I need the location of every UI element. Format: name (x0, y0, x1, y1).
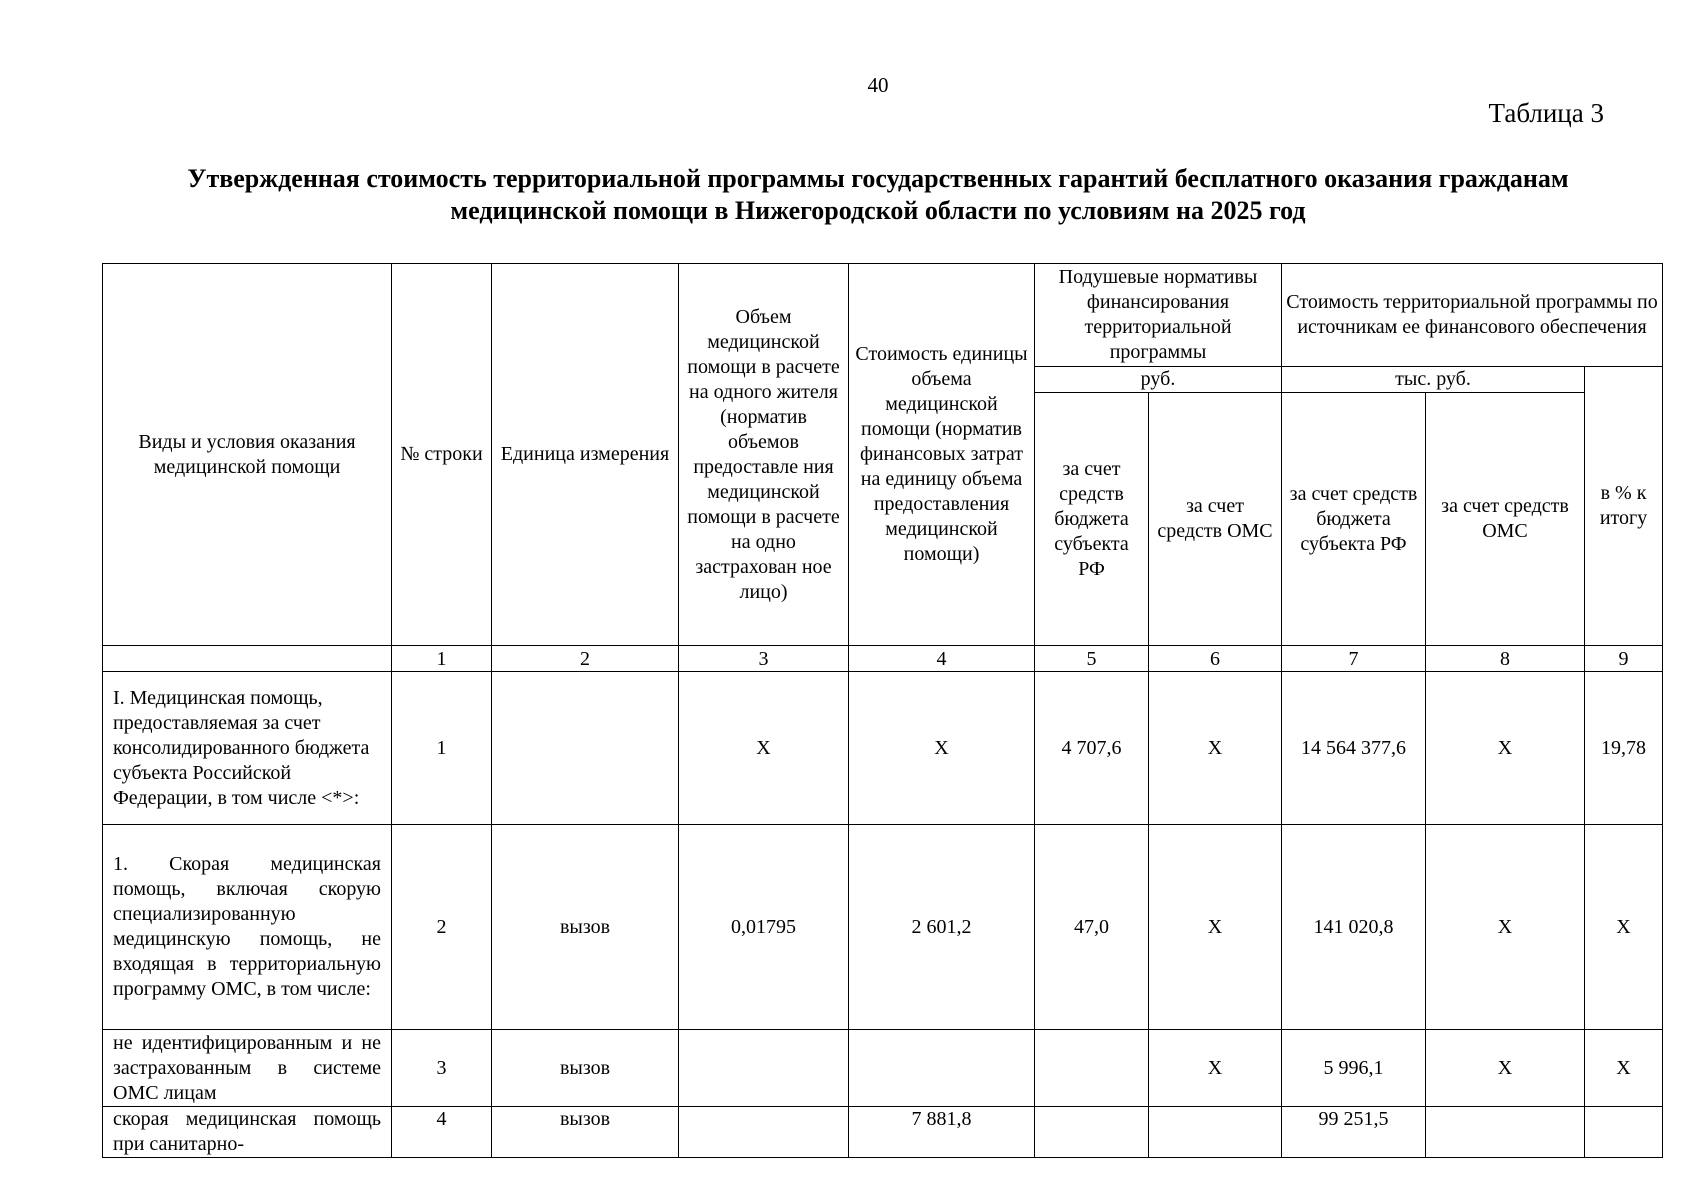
page-number: 40 (867, 73, 889, 97)
row-volume: X (679, 672, 849, 825)
row-name: не идентифицированным и не застрахованным в системе ОМС лицам (103, 1030, 392, 1107)
title-line-2: медицинской помощи в Нижегородской области по условиям на 2025 год (450, 196, 1306, 225)
table-row (103, 672, 1663, 825)
row-line-number: 4 (392, 1107, 492, 1158)
row-cost-oms: X (1426, 672, 1585, 825)
header-pc-oms: за счет средств ОМС (1149, 393, 1282, 646)
column-number: 7 (1282, 646, 1426, 672)
column-number: 9 (1585, 646, 1663, 672)
row-pc-budget (1035, 1107, 1149, 1158)
row-cost-budget: 14 564 377,6 (1282, 672, 1426, 825)
row-unit-cost: 7 881,8 (849, 1107, 1035, 1158)
row-unit-cost: 2 601,2 (849, 825, 1035, 1030)
row-percent: X (1585, 1030, 1663, 1107)
row-pc-budget (1035, 1030, 1149, 1107)
row-pc-oms: X (1149, 1030, 1282, 1107)
row-pc-oms: X (1149, 825, 1282, 1030)
header-cost-budget: за счет средств бюджета субъекта РФ (1282, 393, 1426, 646)
row-line-number: 1 (392, 672, 492, 825)
header-row (103, 264, 1663, 367)
column-number: 6 (1149, 646, 1282, 672)
column-number (103, 646, 392, 672)
column-numbers-row (103, 646, 1663, 672)
table-label: Таблица 3 (1488, 98, 1604, 128)
row-pc-oms: X (1149, 672, 1282, 825)
row-name: I. Медицинская помощь, предоставляемая за счет консолидированного бюджета субъекта Российской Федерации, в том числе <*>: (103, 672, 392, 825)
row-name: 1. Скорая медицинская помощь, включая скорую специализированную медицинскую помощь, не входящая в территориальную программу ОМС, в том числе: (103, 825, 392, 1030)
column-number: 1 (392, 646, 492, 672)
row-volume (679, 1107, 849, 1158)
title-line-1: Утвержденная стоимость территориальной программы государственных гарантий бесплатного оказания гражданам (187, 164, 1569, 193)
row-unit: вызов (492, 1107, 679, 1158)
header-volume: Объем медицинской помощи в расчете на одного жителя (норматив объемов предоставле ния медицинской помощи в расчете на одно застрахован ное лицо) (679, 264, 849, 646)
column-number: 8 (1426, 646, 1585, 672)
column-number: 5 (1035, 646, 1149, 672)
column-number: 3 (679, 646, 849, 672)
table-row (103, 1030, 1663, 1107)
row-pc-budget: 4 707,6 (1035, 672, 1149, 825)
row-volume (679, 1030, 849, 1107)
header-per-capita-group: Подушевые нормативы финансирования территориальной программы (1035, 264, 1282, 367)
row-unit: вызов (492, 825, 679, 1030)
row-cost-budget: 141 020,8 (1282, 825, 1426, 1030)
cost-table (102, 263, 1663, 1158)
row-unit-cost: X (849, 672, 1035, 825)
header-cost-group: Стоимость территориальной программы по источникам ее финансового обеспечения (1282, 264, 1663, 367)
table-row (103, 825, 1663, 1030)
row-name: скорая медицинская помощь при санитарно- (103, 1107, 392, 1158)
row-percent: 19,78 (1585, 672, 1663, 825)
column-number: 4 (849, 646, 1035, 672)
row-line-number: 3 (392, 1030, 492, 1107)
header-unit-rub: руб. (1035, 367, 1282, 393)
header-unit: Единица измерения (492, 264, 679, 646)
table-row (103, 1107, 1663, 1158)
row-unit (492, 672, 679, 825)
header-cost-oms: за счет средств ОМС (1426, 393, 1585, 646)
row-cost-budget: 5 996,1 (1282, 1030, 1426, 1107)
row-line-number: 2 (392, 825, 492, 1030)
header-kinds: Виды и условия оказания медицинской помощи (103, 264, 392, 646)
row-unit-cost (849, 1030, 1035, 1107)
row-cost-oms: X (1426, 825, 1585, 1030)
row-percent: X (1585, 825, 1663, 1030)
header-unit-thousand-rub: тыс. руб. (1282, 367, 1585, 393)
header-percent: в % к итогу (1585, 367, 1663, 646)
row-unit: вызов (492, 1030, 679, 1107)
document-title (100, 163, 1656, 227)
row-pc-budget: 47,0 (1035, 825, 1149, 1030)
row-cost-budget: 99 251,5 (1282, 1107, 1426, 1158)
row-volume: 0,01795 (679, 825, 849, 1030)
header-unit-cost: Стоимость единицы объема медицинской помощи (норматив финансовых затрат на единицу объема предоставления медицинской помощи) (849, 264, 1035, 646)
row-percent (1585, 1107, 1663, 1158)
header-line-number: № строки (392, 264, 492, 646)
column-number: 2 (492, 646, 679, 672)
row-cost-oms (1426, 1107, 1585, 1158)
header-pc-budget: за счет средств бюджета субъекта РФ (1035, 393, 1149, 646)
row-pc-oms (1149, 1107, 1282, 1158)
row-cost-oms: X (1426, 1030, 1585, 1107)
